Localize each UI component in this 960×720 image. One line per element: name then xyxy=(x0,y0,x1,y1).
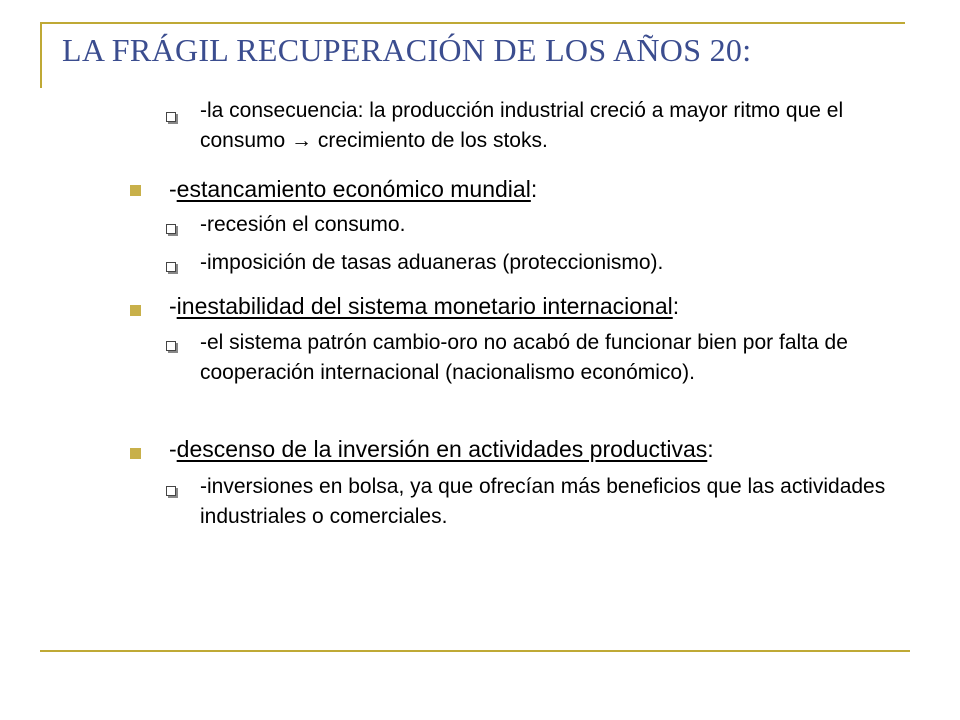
main-bullet xyxy=(169,434,889,464)
main-bullet-suffix: : xyxy=(707,436,714,462)
main-bullet-heading: estancamiento económico mundial xyxy=(176,176,531,202)
filled-square-bullet-icon xyxy=(130,305,141,316)
sub-bullet-text: -inversiones en bolsa, ya que ofrecían más beneficios que las actividades industriales o comerciales. xyxy=(200,475,886,528)
hollow-square-bullet-icon xyxy=(166,112,176,122)
hollow-square-bullet-icon xyxy=(166,341,176,351)
sub-bullet-text: -la consecuencia: la producción industrial creció a mayor ritmo que el consumo → crecimiento de los stoks. xyxy=(200,99,844,152)
left-rule xyxy=(40,22,42,88)
top-rule xyxy=(40,22,905,24)
sub-bullet-text: -imposición de tasas aduaneras (proteccionismo). xyxy=(200,251,664,274)
main-bullet xyxy=(169,291,889,321)
hollow-square-bullet-icon xyxy=(166,262,176,272)
main-bullet-prefix: - xyxy=(169,176,177,202)
main-bullet-heading: descenso de la inversión en actividades productivas xyxy=(176,436,708,462)
main-bullet xyxy=(169,174,889,204)
main-bullet-prefix: - xyxy=(169,436,177,462)
filled-square-bullet-icon xyxy=(130,448,141,459)
main-bullet-suffix: : xyxy=(672,293,680,319)
main-bullet-suffix: : xyxy=(530,176,538,202)
sub-bullet-text: -el sistema patrón cambio-oro no acabó de funcionar bien por falta de cooperación internacional (nacionalismo económico). xyxy=(200,331,848,384)
bottom-rule xyxy=(40,650,910,652)
hollow-square-bullet-icon xyxy=(166,224,176,234)
main-bullet-prefix: - xyxy=(169,293,177,319)
sub-bullet-text: -recesión el consumo. xyxy=(200,213,406,236)
main-bullet-heading: inestabilidad del sistema monetario internacional xyxy=(176,293,673,319)
slide-title: LA FRÁGIL RECUPERACIÓN DE LOS AÑOS 20: xyxy=(62,32,752,68)
filled-square-bullet-icon xyxy=(130,185,141,196)
hollow-square-bullet-icon xyxy=(166,486,176,496)
